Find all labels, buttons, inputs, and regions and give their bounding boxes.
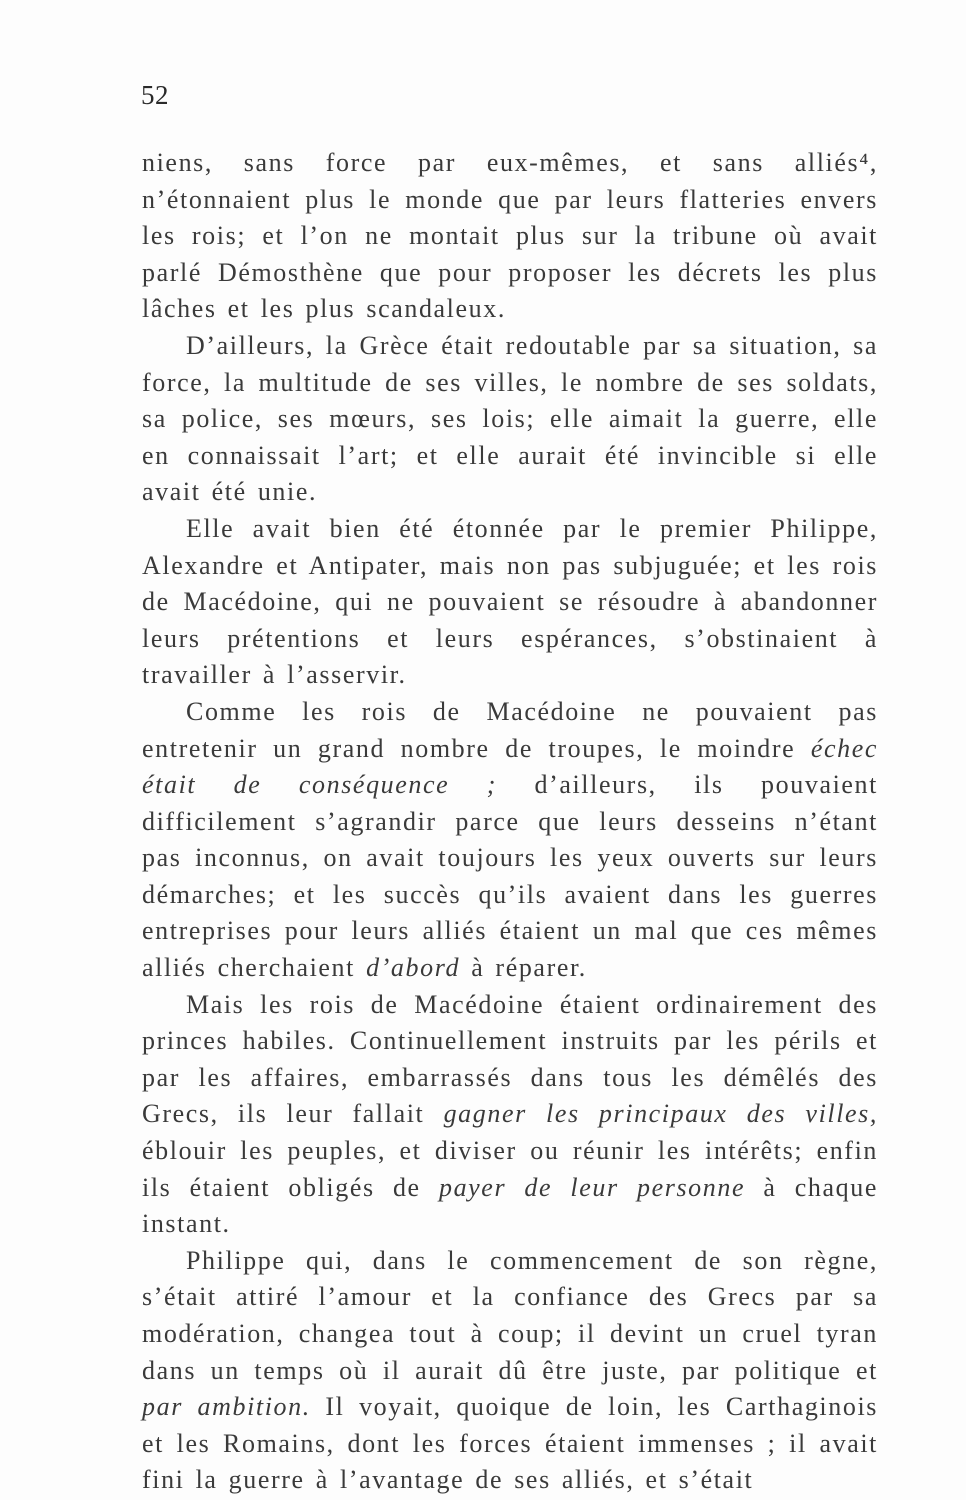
page-number: 52 [141, 80, 169, 110]
italic-phrase: gagner les principaux des villes, [443, 1099, 879, 1129]
text-segment: Mais les rois de Macédoine étaient ordinairement des princes habiles. Continuellement instruits par les périls et par les affaires, embarrassés dans tous les démêlés des Grecs, ils leur fallait [142, 989, 878, 1129]
italic-phrase: échec était de conséquence ; [142, 733, 878, 800]
text-segment: niens, sans force par eux-mêmes, et sans alliés⁴, n’étonnaient plus le monde que par leurs flatteries envers les rois; et l’on ne montait plus sur la tribune où avait parlé Démosthène que pour proposer les décrets les plus lâches et les plus scandaleux. [142, 148, 878, 324]
paragraph [142, 145, 878, 328]
text-segment: Elle avait bien été étonnée par le premier Philippe, Alexandre et Antipater, mais non pas subjuguée; et les rois de Macédoine, qui ne pouvaient se résoudre à abandonner leurs prétentions et leurs espérances, s’obstinaient à travailler à l’asservir. [142, 513, 878, 690]
italic-phrase: d’abord [366, 953, 461, 983]
text-segment: Philippe qui, dans le commencement de son règne, s’était attiré l’amour et la confiance des Grecs par sa modération, changea tout à coup; il devint un cruel tyran dans un temps où il aurait dû être juste, par politique et [142, 1245, 878, 1385]
text-segment: éblouir les peuples, et diviser ou réunir les intérêts; enfin ils étaient obligés de [142, 1136, 878, 1202]
paragraph [142, 987, 878, 1243]
paragraph [142, 328, 878, 511]
paragraph [142, 511, 878, 694]
text-segment: d’ailleurs, ils pouvaient difficilement s’agrandir parce que leurs desseins n’étant pas inconnus, on avait toujours les yeux ouverts sur leurs démarches; et les succès qu’ils avaient dans les guerres entreprises pour leurs alliés étaient un mal que ces mêmes alliés cherchaient [142, 770, 878, 983]
text-segment: à chaque instant. [142, 1172, 878, 1239]
text-segment: D’ailleurs, la Grèce était redoutable par sa situation, sa force, la multitude de ses villes, le nombre de ses soldats, sa police, ses mœurs, ses lois; elle aimait la guerre, elle en connaissait l’art; et elle aurait été invincible si elle avait été unie. [142, 330, 878, 507]
italic-phrase: par ambition. [142, 1392, 311, 1422]
body-text [142, 145, 878, 1499]
text-segment: Il voyait, quoique de loin, les Carthaginois et les Romains, dont les forces étaient immenses ; il avait fini la guerre à l’avantage de ses alliés, et s’était [142, 1392, 878, 1495]
paragraph [142, 694, 878, 987]
text-segment: Comme les rois de Macédoine ne pouvaient pas entretenir un grand nombre de troupes, le moindre [142, 696, 878, 763]
italic-phrase: payer de leur personne [438, 1172, 746, 1202]
paragraph [142, 1243, 878, 1499]
text-segment: à réparer. [460, 953, 587, 983]
